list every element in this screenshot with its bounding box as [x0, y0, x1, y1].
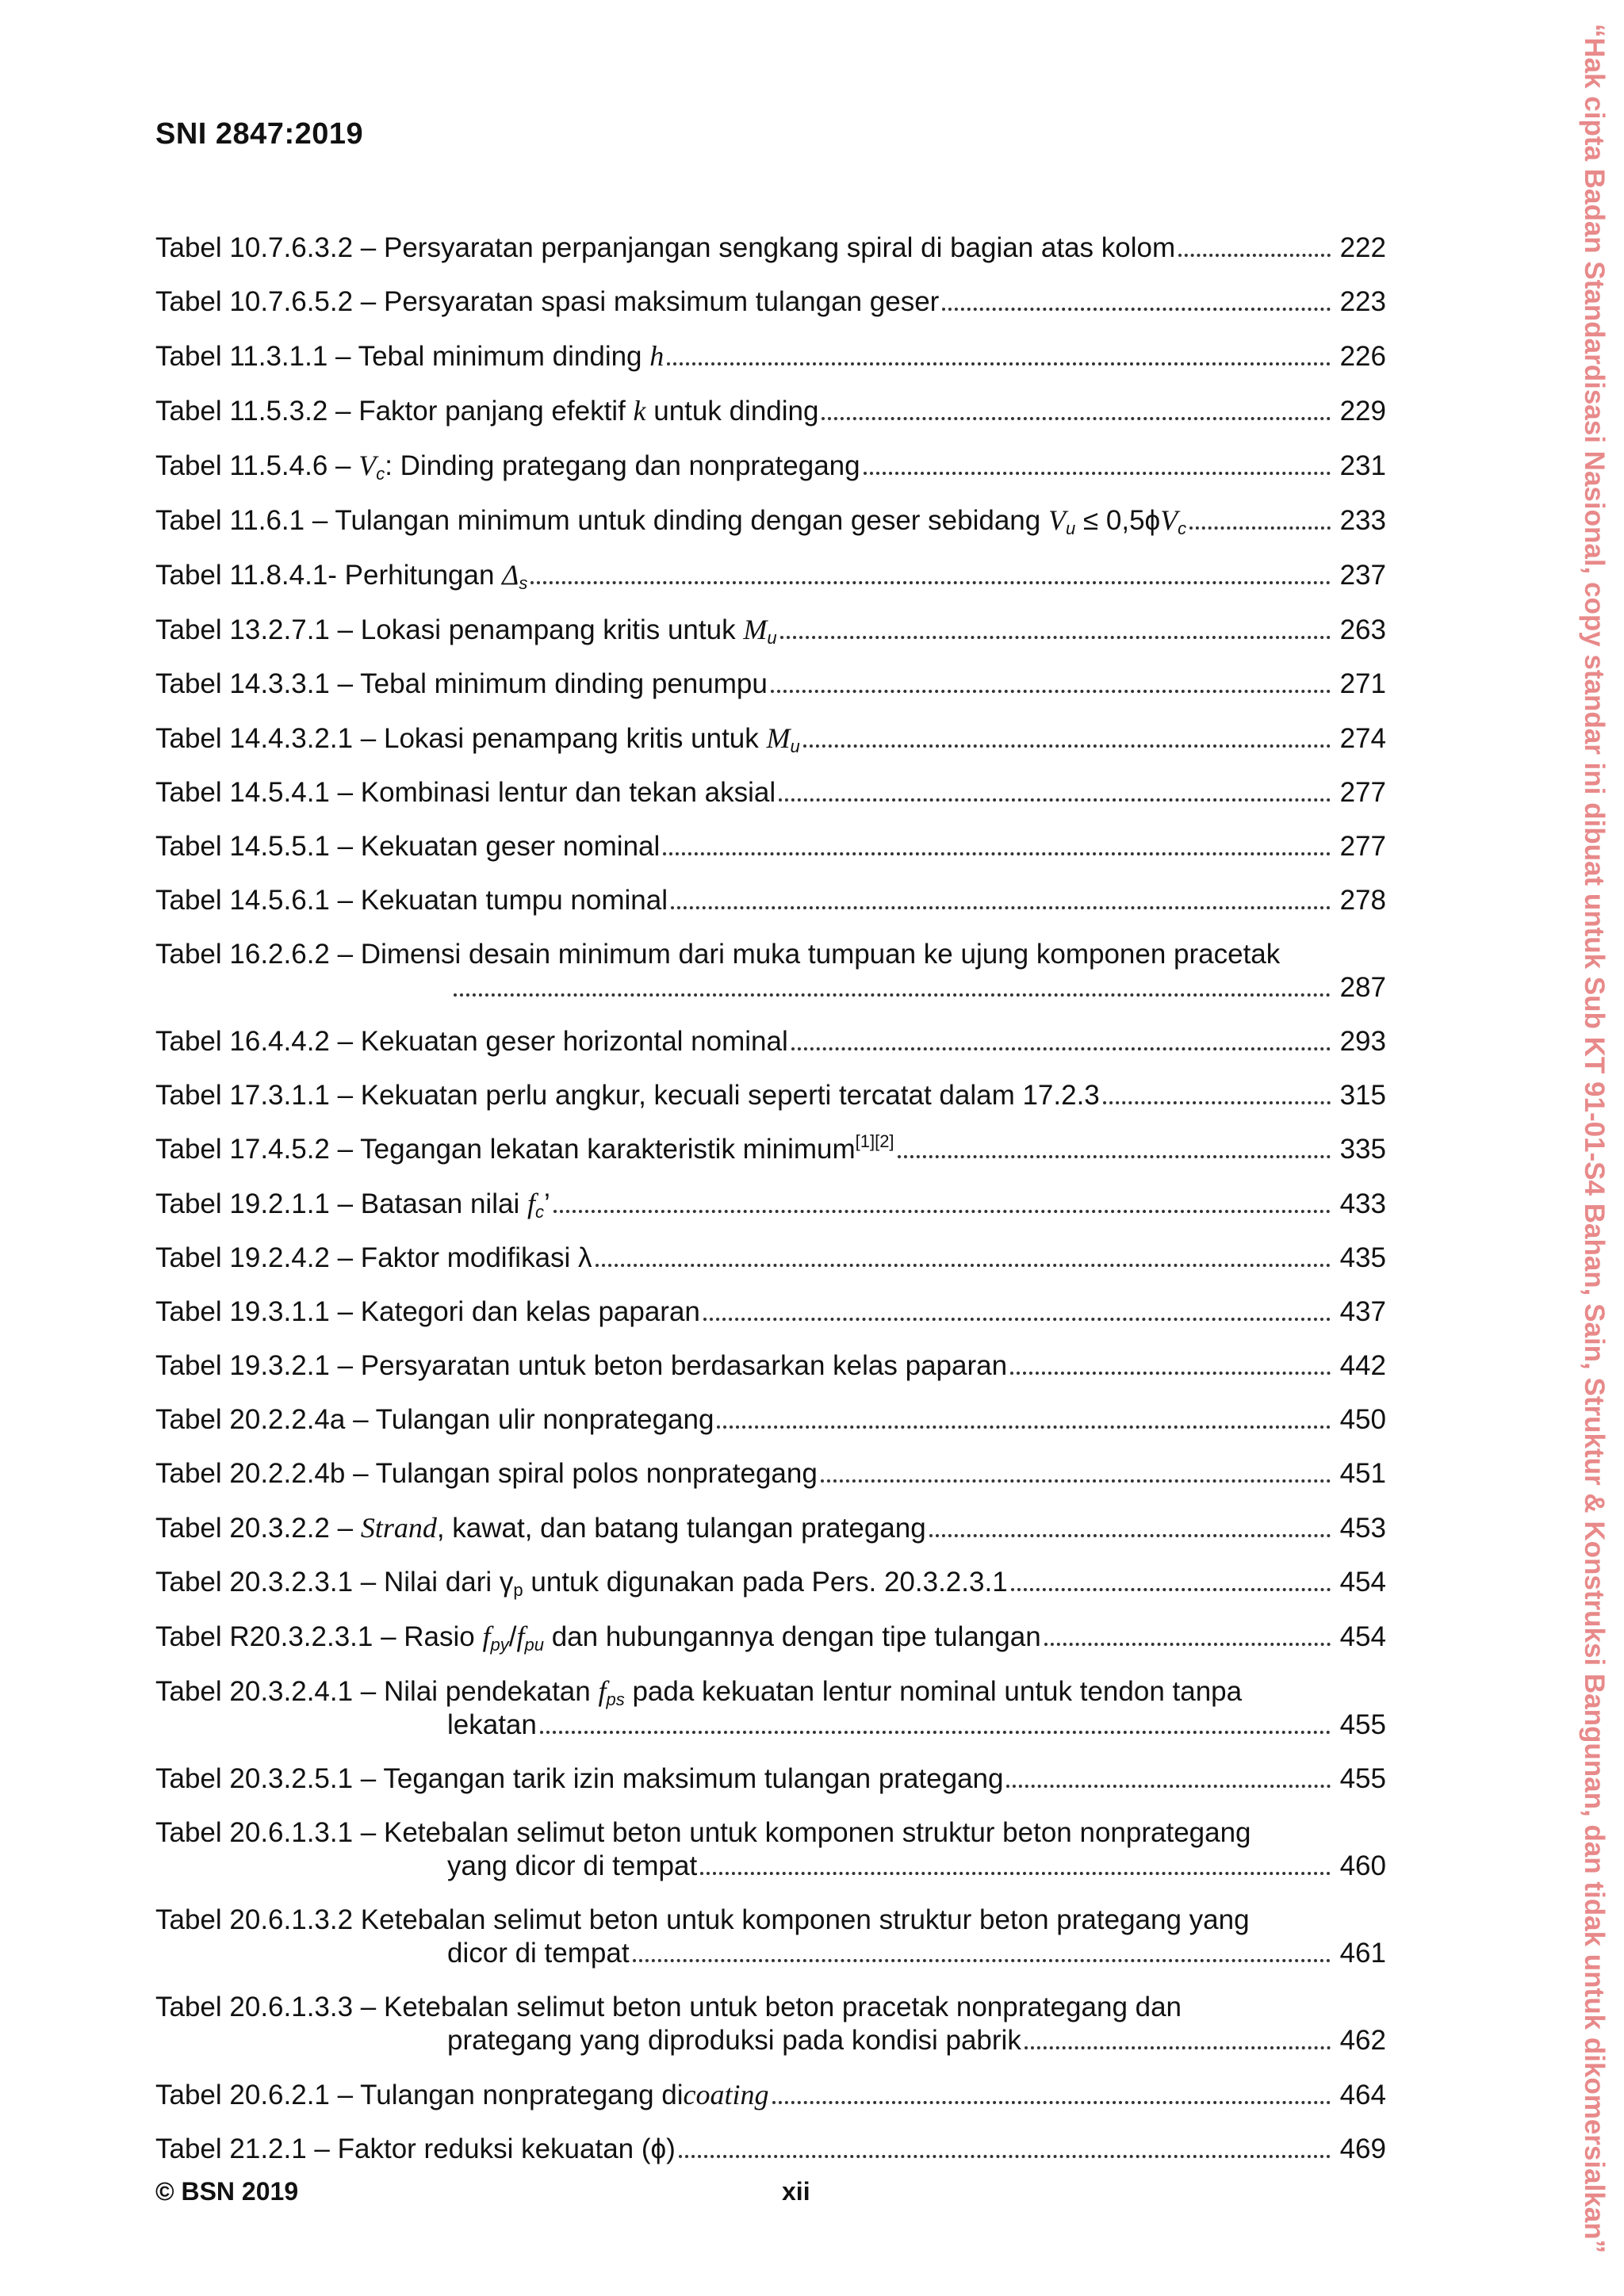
label-italic: coating [683, 2079, 769, 2110]
toc-entry-label [155, 668, 768, 701]
label-text: Tabel 20.6.2.1 – Tulangan nonprategang di [155, 2080, 684, 2110]
math-variable: M [766, 722, 791, 754]
toc-entry[interactable] [155, 1242, 1386, 1275]
toc-entry-label [155, 503, 1186, 538]
math-variable: V [358, 450, 377, 481]
label-text: Tabel 17.3.1.1 – Kekuatan perlu angkur, kecuali seperti tercatat dalam 17.2.3 [155, 1080, 1100, 1111]
toc-entry-line [155, 449, 1386, 483]
math-variable: V [1160, 504, 1178, 536]
dot-leader [596, 1259, 1331, 1267]
toc-entry-line [155, 776, 1386, 809]
toc-entry-line [155, 1457, 1386, 1490]
toc-entry-label [155, 394, 818, 428]
math-variable: M [743, 614, 768, 645]
toc-entry[interactable] [155, 1816, 1386, 1883]
toc-entry-label [155, 830, 660, 863]
toc-entry-label [155, 939, 1280, 970]
toc-page-number: 271 [1339, 668, 1386, 699]
label-text: , kawat, dan batang tulangan prategang [436, 1513, 926, 1544]
toc-entry-line [155, 830, 1386, 863]
toc-entry-label [155, 1904, 1250, 1935]
toc-entry-line [155, 613, 1386, 647]
label-text: Tabel 20.6.1.3.2 Ketebalan selimut beton untuk komponen struktur beton prategang yang [155, 1904, 1250, 1935]
toc-entry-line [155, 339, 1386, 373]
toc-entry-line [155, 1187, 1386, 1221]
toc-page-number: 460 [1339, 1850, 1386, 1881]
math-subscript: c [534, 1202, 544, 1222]
toc-entry[interactable] [155, 1349, 1386, 1383]
label-italic: Strand [360, 1512, 437, 1544]
label-text: yang dicor di tempat [447, 1850, 698, 1881]
math-variable: f [516, 1621, 525, 1652]
toc-entry-continuation [155, 2024, 1386, 2057]
toc-entry-label [155, 776, 776, 809]
toc-entry-line [155, 1511, 1386, 1545]
toc-page-number: 223 [1339, 286, 1386, 317]
toc-entry-label [155, 1992, 1182, 2022]
toc-page-number: 277 [1339, 831, 1386, 862]
toc-entry-label [155, 285, 939, 319]
toc-page-number: 437 [1339, 1296, 1386, 1327]
toc-entry-line [155, 394, 1386, 428]
label-text: Tabel 13.2.7.1 – Lokasi penampang kritis untuk [155, 614, 744, 645]
toc-entry[interactable] [155, 558, 1386, 592]
toc-entry-label [155, 1620, 1041, 1654]
toc-entry[interactable] [155, 884, 1386, 917]
label-text: Tabel 19.3.2.1 – Persyaratan untuk beton berdasarkan kelas paparan [155, 1350, 1008, 1381]
toc-entry-line [155, 1762, 1386, 1796]
toc-page-number: 464 [1339, 2080, 1386, 2110]
label-text: : Dinding prategang dan nonprategang [385, 450, 860, 481]
math-subscript: py [490, 1635, 509, 1655]
toc-page-number: 263 [1339, 614, 1386, 645]
toc-entry-continuation [155, 971, 1386, 1004]
toc-page-number: 274 [1339, 723, 1386, 754]
math-subscript: s [519, 573, 528, 593]
dot-leader [780, 631, 1331, 639]
toc-entry-line [155, 1620, 1386, 1654]
toc-entry-first-line [155, 1674, 1386, 1709]
label-text: Tabel 14.5.4.1 – Kombinasi lentur dan tekan aksial [155, 777, 776, 808]
toc-page-number: 293 [1339, 1026, 1386, 1057]
label-text: / [508, 1621, 517, 1652]
toc-entry-label [155, 1676, 1242, 1707]
label-text: prategang yang diproduksi pada kondisi pabrik [447, 2025, 1021, 2056]
dot-leader [1025, 2042, 1331, 2049]
toc-entry[interactable] [155, 1457, 1386, 1490]
label-text: Tabel 20.6.1.3.3 – Ketebalan selimut beton untuk beton pracetak nonprategang dan [155, 1992, 1182, 2022]
toc-page-number: 237 [1339, 560, 1386, 591]
dot-leader [679, 2150, 1331, 2158]
label-text: Tabel 11.3.1.1 – Tebal minimum dinding [155, 341, 650, 372]
toc-entry-first-line [155, 938, 1386, 971]
dot-leader [1011, 1583, 1331, 1591]
dot-leader [771, 685, 1331, 693]
toc-entry-continuation [155, 1937, 1386, 1970]
math-subscript: c [376, 464, 385, 484]
dot-leader [663, 848, 1331, 855]
toc-page-number: 454 [1339, 1621, 1386, 1652]
math-subscript: c [1178, 519, 1187, 538]
dot-leader [864, 467, 1331, 475]
toc-entry[interactable] [155, 1079, 1386, 1112]
toc-entry[interactable] [155, 285, 1386, 319]
toc-entry[interactable] [155, 1620, 1386, 1654]
dot-leader [779, 794, 1331, 802]
dot-leader [929, 1529, 1331, 1537]
footer-copyright: © BSN 2019 [155, 2177, 299, 2206]
dot-leader [454, 989, 1331, 997]
dot-leader [1178, 249, 1331, 257]
label-text: Tabel 14.3.3.1 – Tebal minimum dinding penumpu [155, 668, 768, 699]
toc-entry-label [155, 1349, 1007, 1383]
toc-entry-line [155, 668, 1386, 701]
toc-entry[interactable] [155, 1762, 1386, 1796]
math-subscript: u [1065, 519, 1076, 538]
toc-entry[interactable] [155, 721, 1386, 756]
dot-leader [791, 1043, 1331, 1050]
toc-entry-line [155, 721, 1386, 756]
dot-leader [553, 1205, 1331, 1213]
dot-leader [700, 1867, 1331, 1875]
toc-entry-label [155, 1079, 1100, 1112]
label-text: Tabel 20.3.2.2 – [155, 1513, 361, 1544]
toc-entry-line [155, 1295, 1386, 1329]
label-text: Tabel 10.7.6.3.2 – Persyaratan perpanjangan sengkang spiral di bagian atas kolom [155, 232, 1176, 263]
toc-entry[interactable] [155, 1403, 1386, 1437]
dot-leader [1006, 1780, 1331, 1788]
math-variable: f [598, 1675, 607, 1707]
toc-entry[interactable] [155, 1674, 1386, 1742]
math-variable: f [482, 1621, 491, 1652]
toc-entry-line [155, 1403, 1386, 1437]
dot-leader [772, 2096, 1331, 2104]
label-text: Tabel 16.2.6.2 – Dimensi desain minimum dari muka tumpuan ke ujung komponen pracetak [155, 939, 1281, 970]
toc-entry-line [155, 1566, 1386, 1599]
toc-entry-line [155, 2133, 1386, 2166]
toc-entry-line [155, 1025, 1386, 1058]
toc-entry-first-line [155, 1904, 1386, 1937]
toc-page-number: 455 [1339, 1763, 1386, 1794]
label-text: ≤ 0,5ϕ [1075, 505, 1161, 536]
toc-page-number: 278 [1339, 885, 1386, 916]
toc-entry-label [155, 1817, 1251, 1848]
dot-leader [898, 1150, 1331, 1158]
toc-entry-line [155, 1133, 1386, 1166]
toc-page-number: 287 [1339, 972, 1386, 1003]
toc-page-number: 450 [1339, 1404, 1386, 1435]
toc-entry-label [155, 1242, 592, 1275]
dot-leader [703, 1313, 1331, 1321]
toc-entry-label [155, 613, 777, 647]
label-text: Tabel 11.5.3.2 – Faktor panjang efektif [155, 396, 634, 427]
toc-entry[interactable] [155, 2133, 1386, 2166]
toc-page-number: 335 [1339, 1134, 1386, 1165]
label-text: Tabel 17.4.5.2 – Tegangan lekatan karakteristik minimum [155, 1134, 856, 1165]
math-variable: k [633, 395, 646, 427]
dot-leader [821, 1475, 1331, 1483]
toc-entry[interactable] [155, 1025, 1386, 1058]
toc-entry-label [155, 1457, 818, 1490]
label-text: Tabel 16.4.4.2 – Kekuatan geser horizontal nominal [155, 1026, 788, 1057]
toc-entry-label [155, 1025, 788, 1058]
toc-entry-label [155, 884, 668, 917]
toc-entry[interactable] [155, 2078, 1386, 2112]
toc-entry[interactable] [155, 1991, 1386, 2057]
toc-entry-label [155, 1133, 894, 1166]
toc-entry-label [155, 721, 800, 756]
toc-entry-label [155, 1187, 550, 1221]
label-text: Tabel 20.3.2.4.1 – Nilai pendekatan [155, 1676, 599, 1707]
toc-page-number: 226 [1339, 341, 1386, 372]
label-text: Tabel 10.7.6.5.2 – Persyaratan spasi maksimum tulangan geser [155, 286, 940, 317]
toc-entry-label [155, 1403, 714, 1437]
toc-page-number: 433 [1339, 1188, 1386, 1219]
dot-leader [803, 740, 1331, 748]
toc-entry[interactable] [155, 1566, 1386, 1599]
toc-page-number: 222 [1339, 232, 1386, 263]
toc-entry[interactable] [155, 613, 1386, 647]
label-text: Tabel R20.3.2.3.1 – Rasio [155, 1621, 483, 1652]
toc-entry-line [155, 884, 1386, 917]
dot-leader [530, 576, 1331, 584]
footnote-marker: [1][2] [855, 1131, 894, 1151]
toc-entry[interactable] [155, 1187, 1386, 1221]
dot-leader [1103, 1096, 1331, 1104]
toc-page-number: 231 [1339, 450, 1386, 481]
dot-leader [1044, 1638, 1331, 1646]
label-text: Tabel 14.5.5.1 – Kekuatan geser nominal [155, 831, 661, 862]
toc-page-number: 461 [1339, 1938, 1386, 1969]
label-text: Tabel 21.2.1 – Faktor reduksi kekuatan (ϕ) [155, 2133, 676, 2164]
dot-leader [942, 303, 1331, 311]
toc-entry-label [155, 1566, 1008, 1599]
dot-leader [633, 1954, 1331, 1962]
toc-page-number: 462 [1339, 2025, 1386, 2056]
label-text: dicor di tempat [447, 1938, 630, 1969]
label-text: Tabel 11.6.1 – Tulangan minimum untuk dinding dengan geser sebidang [155, 505, 1048, 536]
math-variable: f [527, 1188, 535, 1219]
toc-page-number: 229 [1339, 396, 1386, 427]
toc-page-number: 455 [1339, 1709, 1386, 1740]
toc-page-number: 435 [1339, 1242, 1386, 1273]
dot-leader [1189, 522, 1331, 530]
toc-entry[interactable] [155, 1511, 1386, 1545]
label-text: Tabel 19.2.4.2 – Faktor modifikasi λ [155, 1242, 592, 1273]
math-subscript: ps [606, 1689, 625, 1709]
toc-entry[interactable] [155, 1904, 1386, 1970]
toc-page-number: 454 [1339, 1567, 1386, 1598]
toc-entry-label [155, 232, 1175, 265]
math-subscript: p [513, 1580, 523, 1600]
label-text: Tabel 20.6.1.3.1 – Ketebalan selimut beton untuk komponen struktur beton nonprategang [155, 1817, 1251, 1848]
toc-entry[interactable] [155, 1295, 1386, 1329]
math-subscript: pu [524, 1635, 544, 1655]
toc-page-number: 442 [1339, 1350, 1386, 1381]
toc-entry[interactable] [155, 938, 1386, 1004]
math-variable: Δ [502, 559, 519, 591]
toc-entry-label [155, 1762, 1003, 1796]
dot-leader [671, 901, 1331, 909]
toc-entry[interactable] [155, 668, 1386, 701]
label-text: Tabel 19.3.1.1 – Kategori dan kelas paparan [155, 1296, 700, 1327]
toc-page-number: 233 [1339, 505, 1386, 536]
toc-page-number: 469 [1339, 2133, 1386, 2164]
toc-entry-label [155, 1511, 926, 1545]
label-text: Tabel 14.4.3.2.1 – Lokasi penampang kritis untuk [155, 723, 767, 754]
math-variable: h [649, 340, 665, 372]
toc-page-number: 277 [1339, 777, 1386, 808]
label-text: Tabel 20.3.2.5.1 – Tegangan tarik izin maksimum tulangan prategang [155, 1763, 1004, 1794]
label-text: untuk dinding [645, 396, 819, 427]
toc-entry[interactable] [155, 776, 1386, 809]
toc-entry-label [155, 2078, 769, 2112]
dot-leader [540, 1726, 1331, 1734]
label-text: pada kekuatan lentur nominal untuk tendon tanpa [624, 1676, 1243, 1707]
toc-entry-line [155, 1079, 1386, 1112]
toc-entry-line [155, 503, 1386, 538]
toc-entry[interactable] [155, 830, 1386, 863]
label-text: ’ [543, 1188, 550, 1219]
toc-entry-continuation [155, 1850, 1386, 1883]
toc-entry[interactable] [155, 232, 1386, 265]
label-text: Tabel 14.5.6.1 – Kekuatan tumpu nominal [155, 885, 668, 916]
toc-entry-line [155, 2078, 1386, 2112]
table-of-contents [155, 232, 1386, 2187]
label-text: Tabel 20.2.2.4a – Tulangan ulir nonprategang [155, 1404, 714, 1435]
toc-page-number: 453 [1339, 1513, 1386, 1544]
toc-entry-first-line [155, 1816, 1386, 1850]
toc-entry-label [155, 449, 860, 483]
toc-page-number: 451 [1339, 1458, 1386, 1489]
toc-entry-line [155, 1242, 1386, 1275]
label-text: Tabel 20.3.2.3.1 – Nilai dari γ [155, 1567, 514, 1598]
toc-entry[interactable] [155, 394, 1386, 428]
label-text: lekatan [447, 1709, 537, 1740]
label-text: untuk digunakan pada Pers. 20.3.2.3.1 [523, 1567, 1008, 1598]
toc-entry-line [155, 1349, 1386, 1383]
toc-entry-line [155, 285, 1386, 319]
label-text: Tabel 11.8.4.1- Perhitungan [155, 560, 503, 591]
label-text: Tabel 19.2.1.1 – Batasan nilai [155, 1188, 527, 1219]
toc-entry-label [155, 558, 527, 592]
math-variable: V [1048, 504, 1066, 536]
toc-entry-line [155, 558, 1386, 592]
toc-entry[interactable] [155, 339, 1386, 373]
dot-leader [822, 412, 1331, 420]
toc-entry-label [155, 2133, 676, 2166]
math-subscript: u [790, 737, 800, 756]
dot-leader [667, 358, 1331, 365]
dot-leader [717, 1421, 1331, 1429]
toc-entry[interactable] [155, 503, 1386, 538]
copyright-watermark: “Hak cipta Badan Standardisasi Nasional, copy standar ini dibuat untuk Sub KT 91-01-S4 Bahan, Sain, Struktur & Konstruksi Bangunan, dan tidak untuk dikomersialkan” [1579, 23, 1610, 2254]
label-text: Tabel 11.5.4.6 – [155, 450, 359, 481]
toc-entry-label [155, 1295, 700, 1329]
document-code: SNI 2847:2019 [155, 117, 364, 151]
label-text: Tabel 20.2.2.4b – Tulangan spiral polos nonprategang [155, 1458, 818, 1489]
toc-entry-first-line [155, 1991, 1386, 2024]
toc-page-number: 315 [1339, 1080, 1386, 1111]
toc-entry[interactable] [155, 1133, 1386, 1166]
dot-leader [1010, 1367, 1331, 1375]
toc-entry-label [155, 339, 664, 373]
toc-entry-continuation [155, 1709, 1386, 1742]
toc-entry[interactable] [155, 449, 1386, 483]
footer-page-number: xii [782, 2177, 810, 2206]
math-subscript: u [767, 628, 777, 648]
toc-entry-line [155, 232, 1386, 265]
label-text: dan hubungannya dengan tipe tulangan [543, 1621, 1041, 1652]
